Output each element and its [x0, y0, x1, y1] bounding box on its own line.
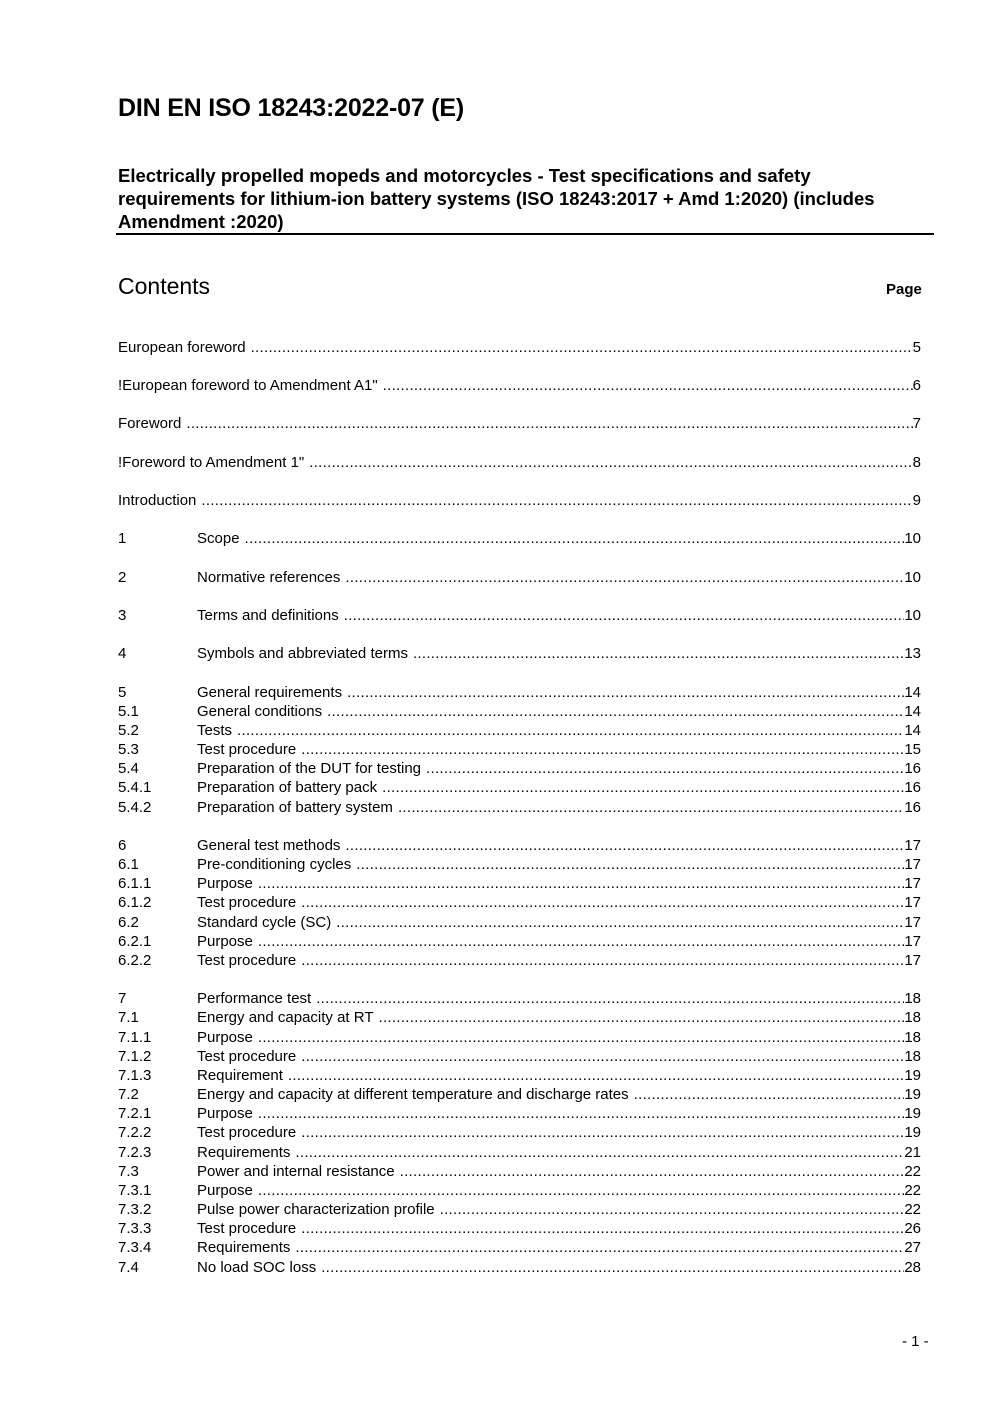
- toc-entry-page: 16: [904, 779, 921, 796]
- toc-entry-page: 18: [904, 1048, 921, 1065]
- toc-entry-page: 17: [904, 856, 921, 873]
- toc-entry-page: 19: [904, 1105, 921, 1122]
- toc-entry-page: 7: [912, 415, 921, 432]
- toc-entry-number: 2: [118, 569, 127, 586]
- toc-entry-title: Purpose: [197, 1029, 253, 1046]
- toc-entry-title: General test methods: [197, 837, 341, 854]
- toc-entry[interactable]: [118, 568, 921, 587]
- toc-entry[interactable]: [118, 1200, 921, 1219]
- dot-leader: [413, 644, 904, 663]
- toc-entry-page: 16: [904, 760, 921, 777]
- toc-entry-page: 19: [904, 1067, 921, 1084]
- toc-entry[interactable]: [118, 1008, 921, 1027]
- dot-leader: [383, 376, 913, 395]
- toc-entry-page: 5: [912, 339, 921, 356]
- toc-entry-title: General requirements: [197, 684, 343, 701]
- toc-entry[interactable]: [118, 721, 921, 740]
- toc-entry[interactable]: [118, 683, 921, 702]
- toc-entry-title: Preparation of battery pack: [197, 779, 378, 796]
- toc-entry-title: European foreword: [118, 339, 246, 356]
- toc-entry-title: Preparation of the DUT for testing: [197, 760, 422, 777]
- toc-entry[interactable]: [118, 338, 921, 357]
- toc-entry-title: Tests: [197, 722, 233, 739]
- toc-entry-number: 5.3: [118, 741, 139, 758]
- toc-entry[interactable]: [118, 759, 921, 778]
- dot-leader: [327, 702, 904, 721]
- toc-entry-page: 17: [904, 894, 921, 911]
- dot-leader: [251, 338, 913, 357]
- toc-entry[interactable]: [118, 1085, 921, 1104]
- toc-entry-number: 7.4: [118, 1259, 139, 1276]
- toc-entry[interactable]: [118, 1162, 921, 1181]
- toc-entry-title: Test procedure: [197, 952, 297, 969]
- dot-leader: [344, 606, 905, 625]
- toc-entry[interactable]: [118, 913, 921, 932]
- toc-entry-page: 9: [912, 492, 921, 509]
- toc-entry-number: 7.2.3: [118, 1144, 152, 1161]
- toc-entry-number: 5: [118, 684, 127, 701]
- toc-entry-title: !European foreword to Amendment A1": [118, 377, 378, 394]
- toc-entry-number: 1: [118, 530, 127, 547]
- toc-entry-title: Normative references: [197, 569, 341, 586]
- toc-entry-number: 7.1.2: [118, 1048, 152, 1065]
- toc-entry-page: 19: [904, 1124, 921, 1141]
- dot-leader: [321, 1258, 904, 1277]
- toc-entry[interactable]: [118, 855, 921, 874]
- toc-entry[interactable]: [118, 1047, 921, 1066]
- dot-leader: [378, 1008, 904, 1027]
- toc-entry-number: 6.2.1: [118, 933, 152, 950]
- dot-leader: [258, 1181, 904, 1200]
- toc-entry-title: Purpose: [197, 1182, 253, 1199]
- toc-entry-number: 7.1: [118, 1009, 139, 1026]
- toc-entry-title: Test procedure: [197, 741, 297, 758]
- dot-leader: [382, 778, 904, 797]
- toc-entry-number: 7.3.2: [118, 1201, 152, 1218]
- toc-entry-page: 22: [904, 1201, 921, 1218]
- toc-entry[interactable]: [118, 376, 921, 395]
- toc-entry-title: Purpose: [197, 1105, 253, 1122]
- dot-leader: [258, 1104, 904, 1123]
- toc-entry-number: 5.4.1: [118, 779, 152, 796]
- toc-entry[interactable]: [118, 836, 921, 855]
- toc-entry-title: Foreword: [118, 415, 182, 432]
- toc-entry-title: Test procedure: [197, 894, 297, 911]
- dot-leader: [316, 989, 904, 1008]
- toc-entry-page: 18: [904, 1009, 921, 1026]
- toc-entry-page: 21: [904, 1144, 921, 1161]
- toc-entry-title: Pre-conditioning cycles: [197, 856, 352, 873]
- toc-entry-number: 3: [118, 607, 127, 624]
- dot-leader: [345, 568, 904, 587]
- toc-entry-title: Purpose: [197, 875, 253, 892]
- toc-entry-page: 14: [904, 722, 921, 739]
- toc-entry-title: Test procedure: [197, 1124, 297, 1141]
- toc-entry-title: Energy and capacity at different temperature and discharge rates: [197, 1086, 629, 1103]
- toc-entry[interactable]: [118, 606, 921, 625]
- toc-entry-title: No load SOC loss: [197, 1259, 317, 1276]
- dot-leader: [440, 1200, 905, 1219]
- dot-leader: [301, 1047, 904, 1066]
- toc-entry[interactable]: [118, 874, 921, 893]
- dot-leader: [426, 759, 904, 778]
- toc-entry-number: 7.2.1: [118, 1105, 152, 1122]
- toc-entry-title: !Foreword to Amendment 1": [118, 454, 305, 471]
- toc-entry-title: Preparation of battery system: [197, 799, 393, 816]
- dot-leader: [398, 798, 904, 817]
- toc-entry-page: 17: [904, 952, 921, 969]
- toc-entry-page: 17: [904, 914, 921, 931]
- toc-entry[interactable]: [118, 740, 921, 759]
- dot-leader: [288, 1066, 904, 1085]
- page-number: - 1 -: [902, 1333, 929, 1350]
- dot-leader: [301, 1219, 904, 1238]
- dot-leader: [336, 913, 904, 932]
- toc-entry-page: 27: [904, 1239, 921, 1256]
- toc-entry[interactable]: [118, 1258, 921, 1277]
- toc-entry[interactable]: [118, 932, 921, 951]
- toc-entry[interactable]: [118, 1123, 921, 1142]
- toc-entry-title: Introduction: [118, 492, 197, 509]
- toc-entry-page: 10: [904, 569, 921, 586]
- toc-entry-page: 26: [904, 1220, 921, 1237]
- dot-leader: [309, 453, 912, 472]
- toc-entry[interactable]: [118, 491, 921, 510]
- toc-entry-number: 7.1.1: [118, 1029, 152, 1046]
- toc-entry-number: 7.2: [118, 1086, 139, 1103]
- toc-entry-page: 13: [904, 645, 921, 662]
- toc-entry-title: Test procedure: [197, 1048, 297, 1065]
- dot-leader: [295, 1238, 904, 1257]
- contents-heading: Contents: [118, 273, 211, 299]
- toc-entry[interactable]: [118, 1219, 921, 1238]
- toc-entry-page: 28: [904, 1259, 921, 1276]
- toc-entry-page: 8: [912, 454, 921, 471]
- toc-entry-title: Standard cycle (SC): [197, 914, 332, 931]
- toc-entry-title: Symbols and abbreviated terms: [197, 645, 408, 662]
- toc-entry[interactable]: [118, 529, 921, 548]
- toc-entry[interactable]: [118, 798, 921, 817]
- toc-entry-number: 6.2: [118, 914, 139, 931]
- toc-entry-title: Test procedure: [197, 1220, 297, 1237]
- toc-entry-title: Performance test: [197, 990, 312, 1007]
- toc-entry-number: 6.1.2: [118, 894, 152, 911]
- dot-leader: [301, 740, 904, 759]
- dot-leader: [301, 951, 904, 970]
- toc-entry-title: Energy and capacity at RT: [197, 1009, 374, 1026]
- toc-entry-number: 6.1.1: [118, 875, 152, 892]
- toc-entry-title: General conditions: [197, 703, 323, 720]
- toc-entry-title: Purpose: [197, 933, 253, 950]
- toc-entry-page: 10: [904, 530, 921, 547]
- dot-leader: [400, 1162, 905, 1181]
- toc-entry[interactable]: [118, 1104, 921, 1123]
- document-subtitle: Electrically propelled mopeds and motorcycles - Test specifications and safety requirements for lithium-ion battery systems (ISO 18243:2017 + Amd 1:2020) (includes Amendment :2020): [118, 165, 875, 232]
- dot-leader: [295, 1143, 904, 1162]
- toc-entry-number: 7.3.3: [118, 1220, 152, 1237]
- toc-entry-number: 6.2.2: [118, 952, 152, 969]
- dot-leader: [301, 1123, 904, 1142]
- toc-entry-page: 17: [904, 933, 921, 950]
- title-divider: [116, 233, 934, 235]
- toc-entry-page: 22: [904, 1163, 921, 1180]
- dot-leader: [186, 414, 912, 433]
- toc-entry-title: Pulse power characterization profile: [197, 1201, 435, 1218]
- toc-entry-page: 19: [904, 1086, 921, 1103]
- toc-entry[interactable]: [118, 1028, 921, 1047]
- toc-entry[interactable]: [118, 1238, 921, 1257]
- dot-leader: [345, 836, 904, 855]
- dot-leader: [301, 893, 904, 912]
- toc-entry-title: Requirements: [197, 1144, 291, 1161]
- toc-entry-page: 16: [904, 799, 921, 816]
- toc-entry[interactable]: [118, 1181, 921, 1200]
- toc-entry-title: Terms and definitions: [197, 607, 339, 624]
- toc-entry-page: 17: [904, 875, 921, 892]
- toc-entry-number: 7.1.3: [118, 1067, 152, 1084]
- dot-leader: [347, 683, 904, 702]
- toc-entry[interactable]: [118, 1066, 921, 1085]
- toc-entry-number: 7.2.2: [118, 1124, 152, 1141]
- toc-entry-page: 17: [904, 837, 921, 854]
- page-column-label: Page: [886, 281, 922, 298]
- dot-leader: [237, 721, 904, 740]
- toc-entry[interactable]: [118, 989, 921, 1008]
- dot-leader: [634, 1085, 905, 1104]
- toc-entry-number: 5.2: [118, 722, 139, 739]
- toc-entry-number: 7.3.1: [118, 1182, 152, 1199]
- dot-leader: [258, 874, 904, 893]
- toc-entry-title: Power and internal resistance: [197, 1163, 395, 1180]
- dot-leader: [258, 1028, 904, 1047]
- toc-entry-title: Requirements: [197, 1239, 291, 1256]
- document-title: DIN EN ISO 18243:2022-07 (E): [118, 94, 464, 122]
- toc-entry-page: 18: [904, 990, 921, 1007]
- toc-entry-page: 15: [904, 741, 921, 758]
- toc-entry[interactable]: [118, 1143, 921, 1162]
- toc-entry-number: 6.1: [118, 856, 139, 873]
- toc-entry-number: 6: [118, 837, 127, 854]
- toc-entry[interactable]: [118, 951, 921, 970]
- toc-entry-number: 7.3: [118, 1163, 139, 1180]
- toc-entry[interactable]: [118, 414, 921, 433]
- toc-entry-number: 7: [118, 990, 127, 1007]
- toc-entry[interactable]: [118, 453, 921, 472]
- toc-entry[interactable]: [118, 702, 921, 721]
- toc-entry-page: 18: [904, 1029, 921, 1046]
- toc-entry-title: Scope: [197, 530, 240, 547]
- dot-leader: [258, 932, 904, 951]
- toc-entry-page: 14: [904, 703, 921, 720]
- toc-entry-page: 10: [904, 607, 921, 624]
- toc-entry[interactable]: [118, 893, 921, 912]
- dot-leader: [245, 529, 905, 548]
- toc-entry-page: 6: [912, 377, 921, 394]
- toc-entry-title: Requirement: [197, 1067, 283, 1084]
- toc-entry-number: 5.4: [118, 760, 139, 777]
- toc-entry-page: 14: [904, 684, 921, 701]
- toc-entry[interactable]: [118, 644, 921, 663]
- toc-entry-number: 5.1: [118, 703, 139, 720]
- toc-entry[interactable]: [118, 778, 921, 797]
- dot-leader: [356, 855, 904, 874]
- toc-entry-number: 7.3.4: [118, 1239, 152, 1256]
- toc-entry-number: 5.4.2: [118, 799, 152, 816]
- dot-leader: [201, 491, 912, 510]
- toc-entry-page: 22: [904, 1182, 921, 1199]
- toc-entry-number: 4: [118, 645, 127, 662]
